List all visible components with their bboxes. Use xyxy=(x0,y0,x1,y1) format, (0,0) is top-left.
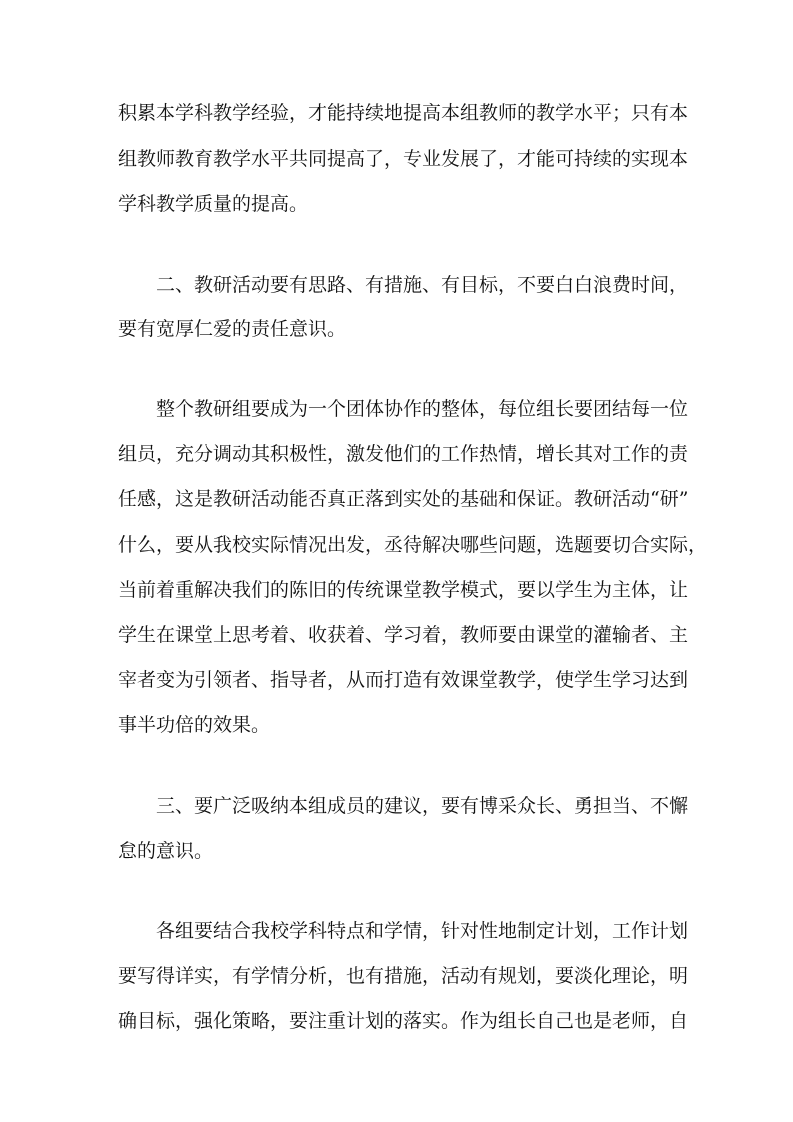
text-line: 整个教研组要成为一个团体协作的整体，每位组长要团结每一位 xyxy=(156,398,689,420)
text-line: 什么，要从我校实际情况出发，丞待解决哪些问题，选题要切合实际， xyxy=(118,534,708,556)
text-line: 确目标，强化策略，要注重计划的落实。作为组长自己也是老师，自 xyxy=(118,1010,689,1032)
text-line: 积累本学科教学经验，才能持续地提高本组教师的教学水平；只有本 xyxy=(118,102,689,124)
text-line: 要写得详实，有学情分析，也有措施，活动有规划，要淡化理论，明 xyxy=(118,965,689,987)
text-line: 任感，这是教研活动能否真正落到实处的基础和保证。教研活动“研” xyxy=(118,488,689,510)
text-line: 宰者变为引领者、指导者，从而打造有效课堂教学，使学生学习达到 xyxy=(118,669,689,691)
text-line: 当前着重解决我们的陈旧的传统课堂教学模式，要以学生为主体，让 xyxy=(118,579,689,601)
text-line: 组教师教育教学水平共同提高了，专业发展了，才能可持续的实现本 xyxy=(118,148,689,170)
text-line: 事半功倍的效果。 xyxy=(118,714,271,736)
text-line: 组员，充分调动其积极性，激发他们的工作热情，增长其对工作的责 xyxy=(118,443,689,465)
text-line: 学生在课堂上思考着、收获着、学习着，教师要由课堂的灌输者、主 xyxy=(118,624,689,646)
text-line: 二、教研活动要有思路、有措施、有目标，不要白白浪费时间， xyxy=(156,274,689,296)
text-line: 各组要结合我校学科特点和学情，针对性地制定计划，工作计划 xyxy=(156,920,689,942)
text-line: 怠的意识。 xyxy=(118,840,214,862)
text-line: 学科教学质量的提高。 xyxy=(118,193,309,215)
text-line: 要有宽厚仁爱的责任意识。 xyxy=(118,318,347,340)
text-line: 三、要广泛吸纳本组成员的建议，要有博采众长、勇担当、不懈 xyxy=(156,795,689,817)
